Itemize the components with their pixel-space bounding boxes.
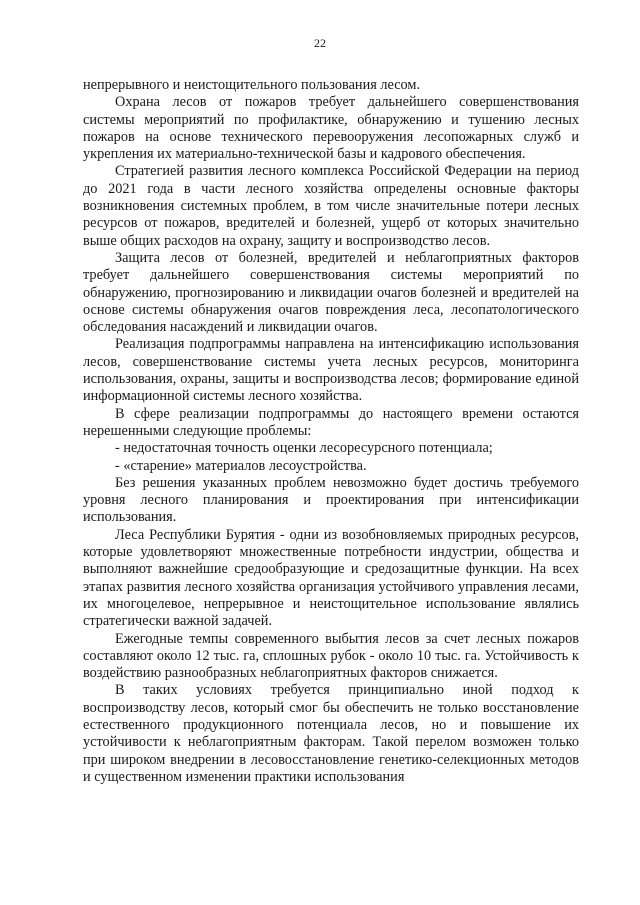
paragraph-without-solution: Без решения указанных проблем невозможно будет достичь требуемого уровня лесного планирования и проектирования при интенсификации использования. bbox=[83, 474, 579, 526]
paragraph-subprogram-implementation: Реализация подпрограммы направлена на интенсификацию использования лесов, совершенствование системы учета лесных ресурсов, мониторинга использования, охраны, защиты и воспроизводства лесов; формирование единой информационной системы лесного хозяйства. bbox=[83, 336, 579, 405]
paragraph-forest-protection: Защита лесов от болезней, вредителей и неблагоприятных факторов требует дальнейшего совершенствования системы мероприятий по обнаружению, прогнозированию и ликвидации очагов болезней и вредителей на основе системы обнаружения очагов повреждения леса, лесопатологического обследования насаждений и ликвидации очагов. bbox=[83, 249, 579, 336]
paragraph-new-approach: В таких условиях требуется принципиально иной подход к воспроизводству лесов, который смог бы обеспечить не только восстановление естественного продукционного потенциала лесов, но и повышение их устойчивости к неблагоприятным факторам. Такой перелом возможен только при широком внедрении в лесовосстановление генетико-селекционных методов и существенном изменении практики использования bbox=[83, 682, 579, 785]
page-number: 22 bbox=[314, 36, 326, 50]
paragraph-buryatia-forests: Леса Республики Бурятия - одни из возобновляемых природных ресурсов, которые удовлетворяют множественные потребности индустрии, общества и выполняют важнейшие средообразующие и средозащитные функции. На всех этапах развития лесного хозяйства организация устойчивого управления лесами, их многоцелевое, непрерывное и неистощительное использование являлись стратегически важной задачей. bbox=[83, 526, 579, 630]
body-text bbox=[83, 77, 579, 786]
paragraph-strategy: Стратегией развития лесного комплекса Российской Федерации на период до 2021 года в части лесного хозяйства определены основные факторы возникновения системных проблем, в том числе значительные потери лесных ресурсов от пожаров, вредителей и болезней, ущерб от которых значительно выше общих расходов на охрану, защиту и воспроизводство лесов. bbox=[83, 163, 579, 249]
list-item-aging: - «старение» материалов лесоустройства. bbox=[115, 457, 367, 474]
paragraph-unsolved-problems: В сфере реализации подпрограммы до настоящего времени остаются нерешенными следующие проблемы: bbox=[83, 405, 579, 439]
list-item-accuracy: - недостаточная точность оценки лесоресурсного потенциала; bbox=[115, 440, 493, 457]
paragraph-continuation: непрерывного и неистощительного пользования лесом. bbox=[83, 77, 421, 93]
paragraph-fire-protection: Охрана лесов от пожаров требует дальнейшего совершенствования системы мероприятий по профилактике, обнаружению и тушению лесных пожаров на основе технического перевооружения лесопожарных служб и укрепления их материально-технической базы и кадрового обеспечения. bbox=[83, 94, 579, 163]
paragraph-annual-loss: Ежегодные темпы современного выбытия лесов за счет лесных пожаров составляют около 12 тыс. га, сплошных рубок - около 10 тыс. га. Устойчивость к воздействию разнообразных неблагоприятных факторов снижается. bbox=[83, 630, 579, 682]
